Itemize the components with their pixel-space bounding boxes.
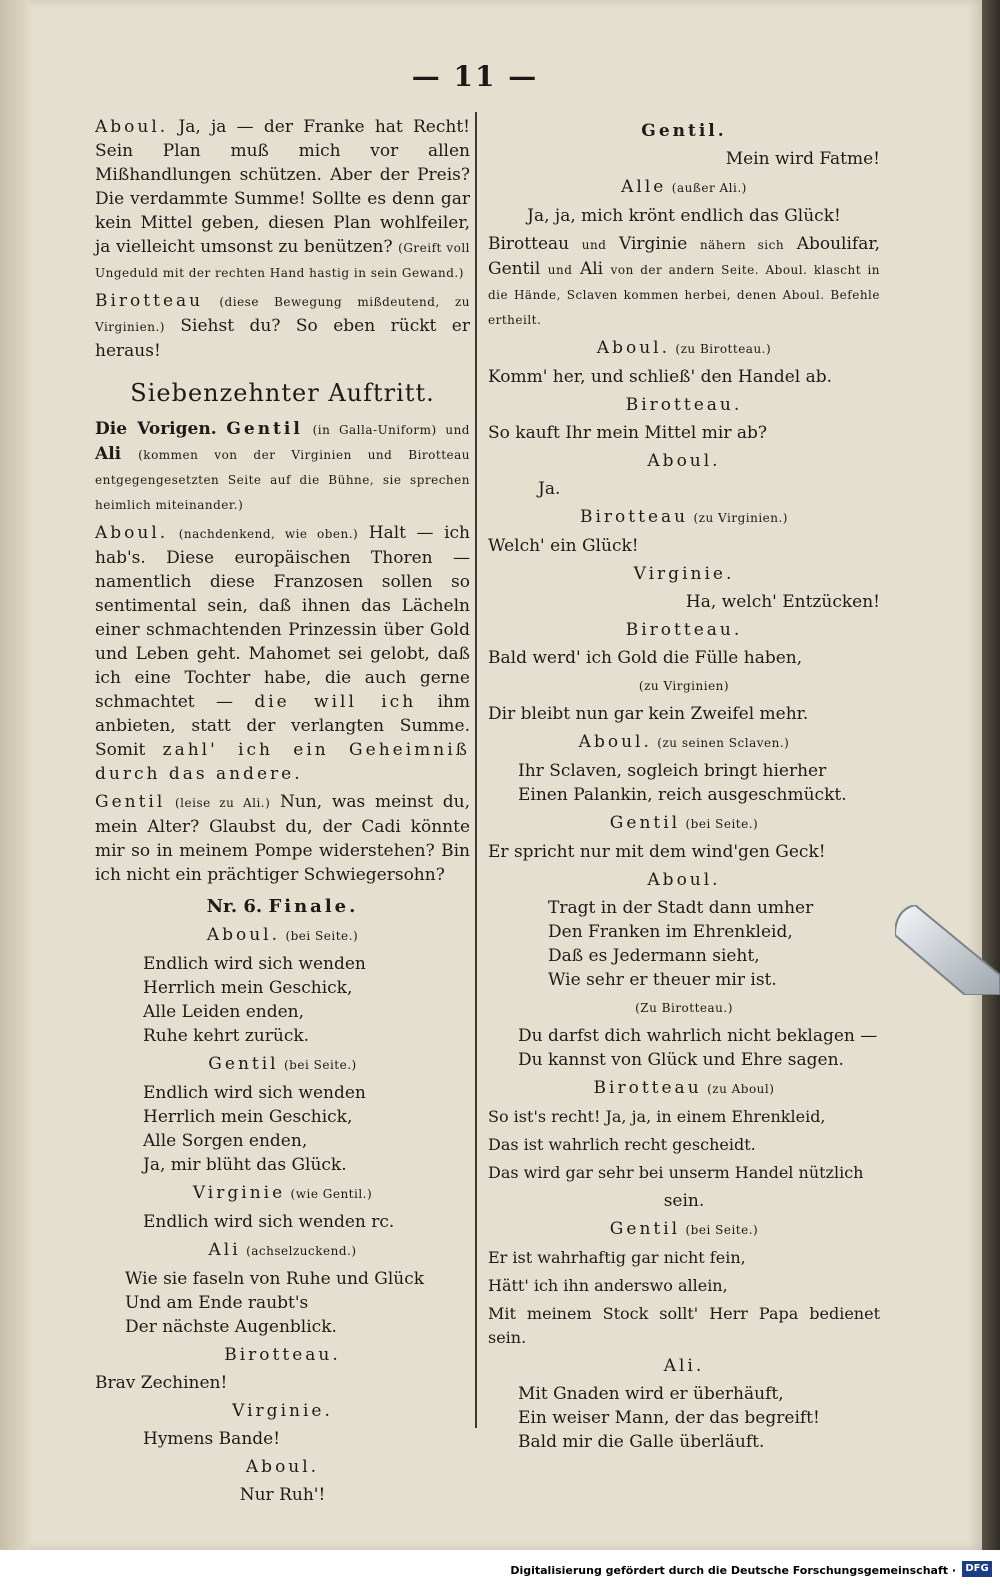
stage-direction: (zu Virginien.) — [693, 511, 788, 525]
footer-bar — [0, 1550, 1000, 1590]
stage-direction: (zu Aboul) — [707, 1082, 775, 1096]
book-edge — [982, 0, 1000, 1550]
verse-line: Ja, ja, mich krönt endlich das Glück! — [527, 206, 841, 226]
speaker-name: Gentil. — [641, 121, 727, 141]
verse-line: Mein wird Fatme! — [725, 149, 880, 169]
stage-direction: (Zu Birotteau.) — [635, 1001, 733, 1015]
speaker-line — [95, 1238, 470, 1263]
stage-direction-block — [488, 232, 880, 332]
verse-line: Daß es Jedermann sieht, — [548, 946, 760, 966]
verse-line: Endlich wird sich wenden rc. — [143, 1212, 395, 1232]
verse-line: Ja, mir blüht das Glück. — [143, 1155, 347, 1175]
stage-direction: und — [547, 263, 573, 277]
speech-aboul-1 — [95, 115, 470, 285]
verse-line: Mit Gnaden wird er überhäuft, — [518, 1384, 784, 1404]
speech-aboul-2 — [95, 521, 470, 786]
stage-direction: (Greift voll Ungeduld mit der rechten Hand hastig in sein Gewand.) — [95, 241, 471, 280]
speech-text: Nun, was meinst du, mein Alter? Glaubst du, der Cadi könnte mir so in meinem Pompe widerstehen? Bin ich nicht ein prächtiger Schwiegersohn? — [95, 792, 470, 885]
verse-line: Hymens Bande! — [143, 1429, 281, 1449]
verse-line: Ruhe kehrt zurück. — [143, 1026, 310, 1046]
verse-line: Wie sie faseln von Ruhe und Glück — [125, 1269, 425, 1289]
speaker-name: Aboul. — [95, 117, 169, 137]
verse-line: Alle Sorgen enden, — [143, 1131, 308, 1151]
page-number: — 11 — — [411, 60, 539, 93]
stage-direction: (bei Seite.) — [284, 1058, 357, 1072]
verse-line: Den Franken im Ehrenkleid, — [548, 922, 793, 942]
stage-direction: von der andern Seite. Aboul. klascht in die Hände, Sclaven kommen herbei, denen Aboul. Befehle ertheilt. — [488, 263, 881, 327]
speaker-line — [488, 393, 880, 417]
cast-gentil: Gentil — [226, 419, 303, 439]
speaker-line — [488, 1076, 880, 1101]
speaker-name: Gentil — [609, 813, 681, 833]
finale-label: Finale. — [268, 896, 359, 917]
verse-line: Ein weiser Mann, der das begreift! — [518, 1408, 820, 1428]
speaker-name: Aboul. — [596, 338, 670, 358]
speaker-line — [488, 811, 880, 836]
cast-ali: Ali — [579, 259, 604, 279]
speaker-name: Gentil — [609, 1219, 681, 1239]
speaker-name: Ali. — [663, 1356, 705, 1376]
verse-line: Bald mir die Galle überläuft. — [518, 1432, 765, 1452]
speaker-line — [488, 119, 880, 143]
verse-line: Endlich wird sich wenden — [143, 1083, 366, 1103]
cast-ali: Ali — [95, 444, 122, 464]
stage-direction: (in Galla-Uniform) und — [312, 423, 470, 437]
speaker-line — [488, 618, 880, 642]
verse-line: Nur Ruh'! — [239, 1485, 326, 1505]
verse-line: Alle Leiden enden, — [143, 1002, 305, 1022]
cast-birotteau: Birotteau — [488, 234, 570, 254]
speaker-line — [95, 1181, 470, 1206]
verse-line: Du kannst von Glück und Ehre sagen. — [518, 1050, 844, 1070]
speaker-line — [488, 1354, 880, 1378]
verse-line: Bald werd' ich Gold die Fülle haben, — [488, 648, 803, 668]
speaker-name: Aboul. — [578, 732, 652, 752]
column-divider — [475, 112, 477, 1428]
stage-direction: (wie Gentil.) — [290, 1187, 373, 1201]
speech-birotteau-1 — [95, 289, 470, 363]
verse-line: Ja. — [538, 479, 561, 499]
speaker-line — [488, 1217, 880, 1242]
speaker-line — [488, 175, 880, 200]
verse-line: Brav Zechinen! — [95, 1373, 228, 1393]
verse-line: Komm' her, und schließ' den Handel ab. — [488, 367, 833, 387]
speech-emphasis: die will ich — [254, 692, 417, 712]
stage-direction: (außer Ali.) — [671, 181, 747, 195]
verse-line: Dir bleibt nun gar kein Zweifel mehr. — [488, 704, 809, 724]
speaker-line — [95, 1399, 470, 1423]
page-binding-fold — [0, 0, 30, 1550]
speaker-line — [488, 868, 880, 892]
verse-line: Das wird gar sehr bei unserm Handel nützlich — [488, 1163, 864, 1182]
cast-previous: Die Vorigen. — [95, 419, 217, 439]
speaker-name: Aboul. — [647, 870, 721, 890]
stage-direction: (achselzuckend.) — [246, 1244, 357, 1258]
stage-direction: (kommen von der Virginien und Birotteau entgegengesetzten Seite auf die Bühne, sie sprechen heimlich miteinander.) — [95, 448, 470, 512]
verse-line: Einen Palankin, reich ausgeschmückt. — [518, 785, 847, 805]
verse-line: Mit meinem Stock sollt' Herr Papa bedienet sein. — [488, 1304, 880, 1347]
verse-line: Welch' ein Glück! — [488, 536, 639, 556]
verse-line: So kauft Ihr mein Mittel mir ab? — [488, 423, 767, 443]
verse-line: Der nächste Augenblick. — [125, 1317, 337, 1337]
verse-line: Und am Ende raubt's — [125, 1293, 309, 1313]
number-title — [95, 895, 470, 919]
footer-credit: Digitalisierung gefördert durch die Deutsche Forschungsgemeinschaft · — [510, 1564, 956, 1577]
speaker-line — [95, 1455, 470, 1479]
speaker-name: Gentil — [95, 792, 166, 812]
speech-gentil-1 — [95, 790, 470, 887]
speaker-name: Birotteau — [579, 507, 689, 527]
verse-line: Er spricht nur mit dem wind'gen Geck! — [488, 842, 826, 862]
verse-line: Hätt' ich ihn anderswo allein, — [488, 1276, 728, 1295]
verse-line: Endlich wird sich wenden — [143, 954, 366, 974]
cast-aboulifar-gentil: Aboulifar, Gentil — [488, 234, 881, 279]
stage-direction: (nachdenkend, wie oben.) — [178, 527, 359, 541]
verse-line: Ihr Sclaven, sogleich bringt hierher — [518, 761, 827, 781]
verse-line: So ist's recht! Ja, ja, in einem Ehrenkleid, — [488, 1107, 826, 1126]
stage-direction: (zu Virginien) — [638, 679, 730, 693]
stage-direction: (diese Bewegung mißdeutend, zu Virginien.) — [95, 295, 471, 334]
speaker-name: Ali — [208, 1240, 241, 1260]
speech-text: ihm anbieten, statt der verlangten Summe. Somit — [95, 692, 471, 760]
stage-direction: (bei Seite.) — [285, 929, 359, 943]
verse-line: Das ist wahrlich recht gescheidt. — [488, 1135, 756, 1154]
speech-text: Ja, ja — der Franke hat Recht! Sein Plan muß mich vor allen Mißhandlungen schützen. Aber der Preis? Die verdammte Summe! Sollte es denn gar kein Mittel geben, diesen Plan wohlfeiler, ja vielleicht umsonst zu benützen? — [95, 117, 471, 257]
stage-direction: (zu Birotteau.) — [675, 342, 772, 356]
speaker-name: Aboul. — [95, 523, 169, 543]
speaker-name: Birotteau. — [224, 1345, 341, 1365]
verse-line: Ha, welch' Entzücken! — [685, 592, 880, 612]
stage-direction: (bei Seite.) — [685, 1223, 759, 1237]
speaker-name: Birotteau. — [625, 395, 743, 415]
speaker-line — [95, 1052, 470, 1077]
stage-direction: (bei Seite.) — [685, 817, 759, 831]
stage-direction: nähern sich — [699, 238, 785, 252]
scene-cast — [95, 417, 470, 517]
speaker-line — [488, 562, 880, 586]
speaker-name: Birotteau. — [625, 620, 743, 640]
speaker-name: Birotteau — [593, 1078, 702, 1098]
stage-direction: (leise zu Ali.) — [174, 796, 271, 810]
speech-text: Siehst du? So eben rückt er heraus! — [95, 316, 470, 361]
verse-line: Herrlich mein Geschick, — [143, 978, 353, 998]
magnifier-glare-icon — [895, 905, 1000, 995]
speaker-name: Gentil — [208, 1054, 279, 1074]
left-column — [95, 115, 470, 1511]
speaker-name: Aboul. — [245, 1457, 320, 1477]
cast-virginie: Virginie — [619, 234, 688, 254]
speaker-name: Birotteau — [95, 291, 204, 311]
speaker-name: Aboul. — [206, 925, 281, 945]
speech-text: Halt — ich hab's. Diese europäischen Thoren — namentlich diese Franzosen sollen so sentimental sein, daß ihnen das Lächeln einer schmachtenden Prinzessin über Gold und Leben geht. Mahomet sei gelobt, daß ich eine Tochter habe, die auch gerne schmachtet — — [95, 523, 470, 712]
speech-emphasis: zahl' ich ein Geheimniß durch das andere. — [95, 740, 471, 784]
speaker-name: Alle — [621, 177, 667, 197]
dfg-logo: DFG — [962, 1561, 992, 1577]
speaker-name: Virginie. — [232, 1401, 333, 1421]
speaker-line — [95, 1343, 470, 1367]
verse-line: Du darfst dich wahrlich nicht beklagen — — [518, 1026, 878, 1046]
speaker-name: Aboul. — [647, 451, 721, 471]
stage-direction: (zu seinen Sclaven.) — [657, 736, 790, 750]
speaker-line — [488, 730, 880, 755]
verse-line: Er ist wahrhaftig gar nicht fein, — [488, 1248, 746, 1267]
stage-direction: und — [581, 238, 607, 252]
verse-line: Tragt in der Stadt dann umher — [548, 898, 814, 918]
speaker-name: Virginie — [192, 1183, 286, 1203]
speaker-line — [488, 505, 880, 530]
number-label: Nr. 6. — [206, 896, 263, 917]
speaker-line — [95, 923, 470, 948]
verse-line: Herrlich mein Geschick, — [143, 1107, 353, 1127]
scene-heading: Siebenzehnter Auftritt. — [130, 379, 435, 407]
speaker-line — [488, 449, 880, 473]
speaker-name: Virginie. — [633, 564, 735, 584]
speaker-line — [488, 336, 880, 361]
verse-line: sein. — [663, 1191, 705, 1211]
right-column — [488, 115, 880, 1454]
verse-line: Wie sehr er theuer mir ist. — [548, 970, 777, 990]
